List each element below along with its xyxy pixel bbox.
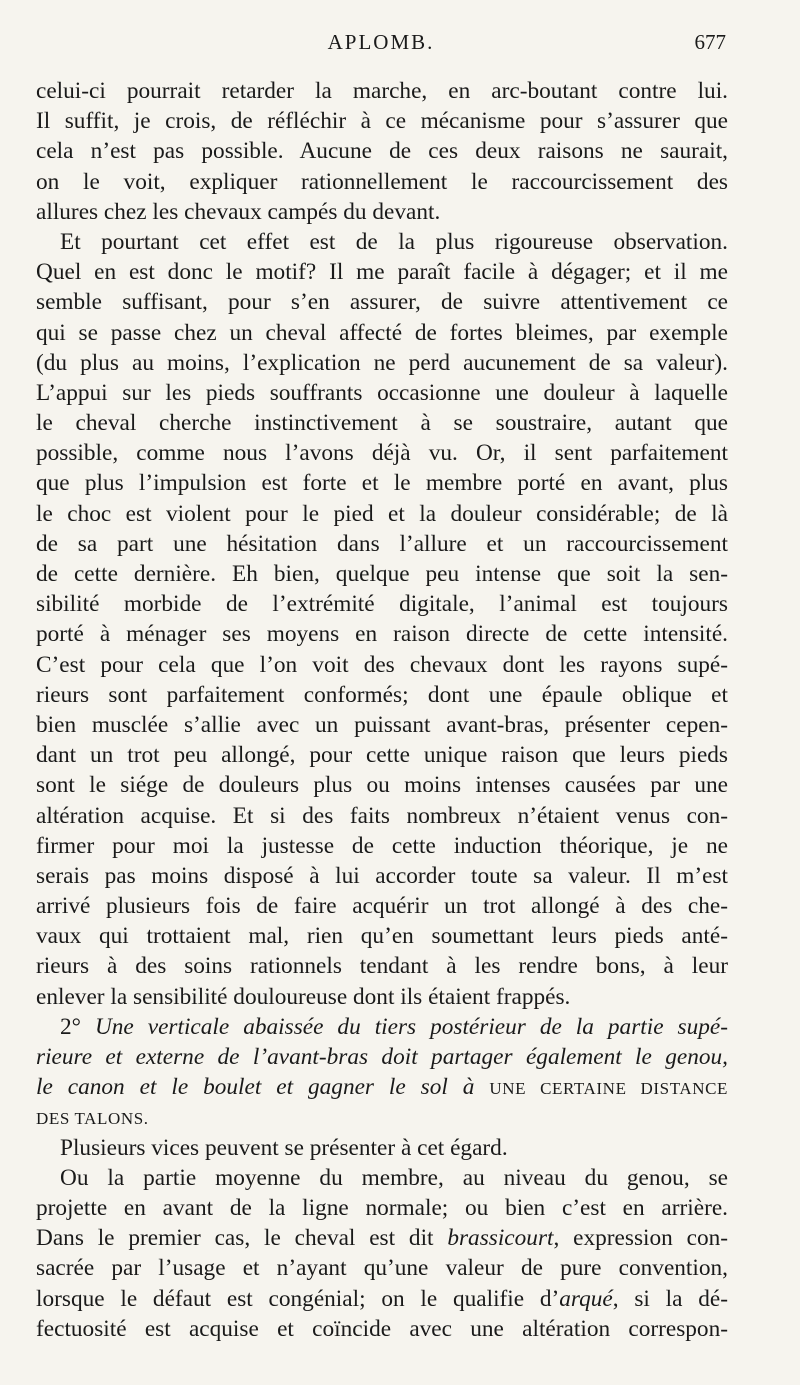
text-line: C’est pour cela que l’on voit des chevaux dont les rayons supé-	[36, 651, 728, 678]
text-line: allures chez les chevaux campés du devant.	[36, 198, 441, 225]
page-header	[36, 30, 726, 64]
text-line: sacrée par l’usage et n’ayant qu’une valeur de pure convention,	[36, 1255, 728, 1282]
text-line: qui se passe chez un cheval affecté de fortes bleimes, par exemple	[36, 319, 728, 346]
text-line: altération acquise. Et si des faits nombreux n’étaient venus con-	[36, 802, 728, 829]
text-line: le canon et le boulet et gagner le sol à UNE CERTAINE DISTANCE	[36, 1074, 728, 1101]
text-line: fectuosité est acquise et coïncide avec une altération correspon-	[36, 1315, 728, 1342]
text-line: lorsque le défaut est congénial; on le qualifie d’arqué, si la dé-	[36, 1285, 728, 1312]
text-line: porté à ménager ses moyens en raison directe de cette intensité.	[36, 621, 728, 648]
text-line: sibilité morbide de l’extrémité digitale, l’animal est toujours	[36, 591, 728, 618]
text-line: DES TALONS.	[36, 1109, 149, 1129]
body-text	[36, 76, 728, 1344]
text-line: cela n’est pas possible. Aucune de ces deux raisons ne saurait,	[36, 138, 728, 165]
text-line: Quel en est donc le motif? Il me paraît facile à dégager; et il me	[36, 259, 728, 286]
text-line: projette en avant de la ligne normale; ou bien c’est en arrière.	[36, 1194, 728, 1221]
text-line: Dans le premier cas, le cheval est dit brassicourt, expression con-	[36, 1225, 728, 1252]
text-line: bien musclée s’allie avec un puissant avant-bras, présenter cepen-	[36, 711, 728, 738]
text-line: L’appui sur les pieds souffrants occasionne une douleur à laquelle	[36, 379, 728, 406]
text-line: dant un trot peu allongé, pour cette unique raison que leurs pieds	[36, 742, 728, 769]
text-line: Et pourtant cet effet est de la plus rigoureuse observation.	[60, 228, 728, 255]
text-line: de cette dernière. Eh bien, quelque peu intense que soit la sen-	[36, 561, 728, 587]
text-line: rieurs à des soins rationnels tendant à les rendre bons, à leur	[36, 953, 728, 980]
text-line: rieure et externe de l’avant-bras doit partager également le genou,	[36, 1044, 728, 1070]
text-line: enlever la sensibilité douloureuse dont ils étaient frappés.	[36, 983, 571, 1010]
text-line: serais pas moins disposé à lui accorder toute sa valeur. Il m’est	[36, 862, 728, 889]
text-line: sont le siége de douleurs plus ou moins intenses causées par une	[36, 772, 728, 799]
text-line: vaux qui trottaient mal, rien qu’en soumettant leurs pieds anté-	[36, 923, 728, 950]
text-line: Il suffit, je crois, de réfléchir à ce mécanisme pour s’assurer que	[36, 108, 728, 135]
text-line: le cheval cherche instinctivement à se soustraire, autant que	[36, 410, 728, 437]
running-title: APLOMB.	[327, 30, 435, 54]
text-line: rieurs sont parfaitement conformés; dont une épaule oblique et	[36, 681, 728, 708]
text-line: arrivé plusieurs fois de faire acquérir un trot allongé à des che-	[36, 893, 728, 920]
text-line: de sa part une hésitation dans l’allure et un raccourcissement	[36, 530, 728, 557]
text-line: (du plus au moins, l’explication ne perd aucunement de sa valeur).	[36, 349, 728, 376]
text-line: le choc est violent pour le pied et la douleur considérable; de là	[36, 500, 728, 527]
text-line: semble suffisant, pour s’en assurer, de suivre attentivement ce	[36, 289, 728, 316]
text-line: firmer pour moi la justesse de cette induction théorique, je ne	[36, 832, 728, 859]
text-line: Plusieurs vices peuvent se présenter à cet égard.	[60, 1134, 508, 1161]
text-line: que plus l’impulsion est forte et le membre porté en avant, plus	[36, 470, 728, 497]
text-line: 2° Une verticale abaissée du tiers postérieur de la partie supé-	[60, 1013, 728, 1040]
text-line: on le voit, expliquer rationnellement le raccourcissement des	[36, 168, 728, 195]
text-line: possible, comme nous l’avons déjà vu. Or, il sent parfaitement	[36, 440, 728, 467]
text-line: celui-ci pourrait retarder la marche, en arc-boutant contre lui.	[36, 78, 728, 104]
text-line: Ou la partie moyenne du membre, au niveau du genou, se	[60, 1164, 728, 1191]
page-number: 677	[694, 30, 726, 54]
